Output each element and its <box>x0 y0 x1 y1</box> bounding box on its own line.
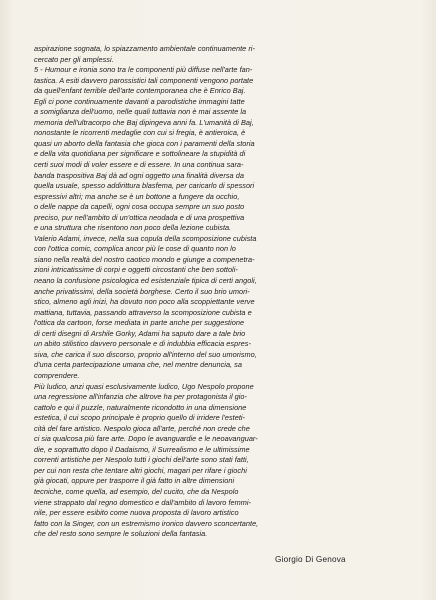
text-line: nonostante le ricorrenti medaglie con cui si fregia, è antieroica, è <box>34 128 246 138</box>
text-line: quasi un aborto della fantasia che gioca con i paramenti della storia <box>34 138 255 148</box>
text-line: cattolo e qui il puzzle, naturalmente ricondotto in una dimensione <box>34 402 247 412</box>
text-line: e una struttura che risentono non poco della lezione cubista. <box>34 223 232 233</box>
text-line: d'una certa partecipazione umana che, nel mentre denuncia, sa <box>34 360 242 370</box>
text-line: memoria dell'ultracorpo che Baj dipingeva anni fa. L'umanità di Baj, <box>34 117 254 127</box>
text-line: comprendere. <box>34 370 80 380</box>
text-line: stico, almeno agli inizi, ha dovuto non poco alla scoppiettante verve <box>34 297 255 307</box>
text-line: aspirazione sognata, lo spiazzamento ambientale continuamente ri- <box>34 44 255 53</box>
text-line: tecniche, come quella, ad esempio, del cucito, che da Nespolo <box>34 486 239 496</box>
text-line: ci sia qualcosa più fare arte. Dopo le avanguardie e le neoavanguar- <box>34 434 258 444</box>
text-line: a somiglianza dell'uomo, nelle quali tuttavia non è mai assente la <box>34 107 247 117</box>
text-line: già giocati, oppure per trasporre il già fatto in altre dimensioni <box>34 476 235 486</box>
text-line: espressivi altri; ma anche se è un bottone a fungere da occhio, <box>34 191 240 201</box>
text-line: nile, per essere esibito come nuova proposta di lavoro artistico <box>34 508 239 518</box>
text-line: un abito stilistico davvero personale e di indubbia efficacia espres- <box>34 339 251 349</box>
text-line: Egli ci pone continuamente davanti a parodistiche immagini tatte <box>34 96 245 106</box>
text-line: mattiana, tuttavia, passando attraverso la scomposizione cubista e <box>34 307 252 317</box>
text-line: di certi disegni di Arshile Gorky, Adami ha saputo dare a tale brio <box>34 328 246 338</box>
text-line: tastica. A esiti davvero parossistici tali componenti vengono portate <box>34 75 254 85</box>
text-line: 5 - Humour e ironia sono tra le componenti più diffuse nell'arte fan- <box>34 65 253 75</box>
text-line: anche privatissimi, della società borghese. Certo il suo brio umori- <box>34 286 250 296</box>
text-line: estetica, il cui scopo principale è proprio quello di irridere l'esteti- <box>34 413 246 423</box>
text-line: e della vita quotidiana per significare e sottolineare la stupidità di <box>34 149 246 159</box>
text-line: preciso, pur nell'ambito di un'ottica neodada e di una prospettiva <box>34 212 245 222</box>
text-line: quella usuale, spesso addirittura blasfema, per caricarlo di spessori <box>34 181 255 191</box>
text-line: o delle nappe da capelli, ogni cosa occupa sempre un suo posto <box>34 202 245 212</box>
text-line: cercato per gli amplessi. <box>34 54 114 64</box>
text-line: certi suoi modi di voler essere e di essere. In una continua sara- <box>34 160 244 170</box>
text-line: per cui non resta che tentare altri giochi, magari per rifare i giochi <box>34 465 247 475</box>
text-line: neano la confusione psicologica ed esistenziale tipica di certi angoli, <box>34 276 257 286</box>
text-line: Più ludico, anzi quasi esclusivamente ludico, Ugo Nespolo propone <box>34 381 254 391</box>
text-line: cità del fare artistico. Nespolo gioca all'arte, perché non crede che <box>34 423 250 433</box>
text-line: die, e soprattutto dopo il Dadaismo, il Surrealismo e le ultimissime <box>34 444 250 454</box>
text-line: l'ottica da cartoon, forse mediata in parte anche per suggestione <box>34 318 245 328</box>
text-line: una regressione all'infanzia che altrove ha per protagonista il gio- <box>34 392 248 402</box>
body-text <box>34 44 408 540</box>
text-line: banda traspositiva Baj dà ad ogni oggetto una finalità diversa da <box>34 170 244 180</box>
text-line: correnti artistiche per Nespolo tutti i giochi dell'arte sono stati fatti, <box>34 455 249 465</box>
text-line: con l'ottica comic, complica ancor più le cose di quanto non lo <box>34 244 236 254</box>
text-line: siva, che carica il suo discorso, proprio all'interno del suo umorismo, <box>34 349 257 359</box>
text-line: che del resto sono sempre le soluzioni della fantasia. <box>34 529 208 539</box>
text-line: Valerio Adami, invece, nella sua copula della scomposizione cubista <box>34 233 257 243</box>
text-line: viene strappato dal regno domestico e dall'ambito di lavoro femmi- <box>34 497 252 507</box>
text-line: fatto con la Singer, con un estremismo ironico davvero sconcertante, <box>34 518 259 528</box>
text-line: siano nella realtà del nostro caotico mondo e giunge a compenetra- <box>34 254 255 264</box>
text-line: da quell'enfant terrible dell'arte contemporanea che è Enrico Baj. <box>34 86 246 96</box>
text-line: zioni intricatissime di corpi e oggetti circostanti che ben sottoli- <box>34 265 238 275</box>
author-signature: Giorgio Di Genova <box>275 555 346 564</box>
